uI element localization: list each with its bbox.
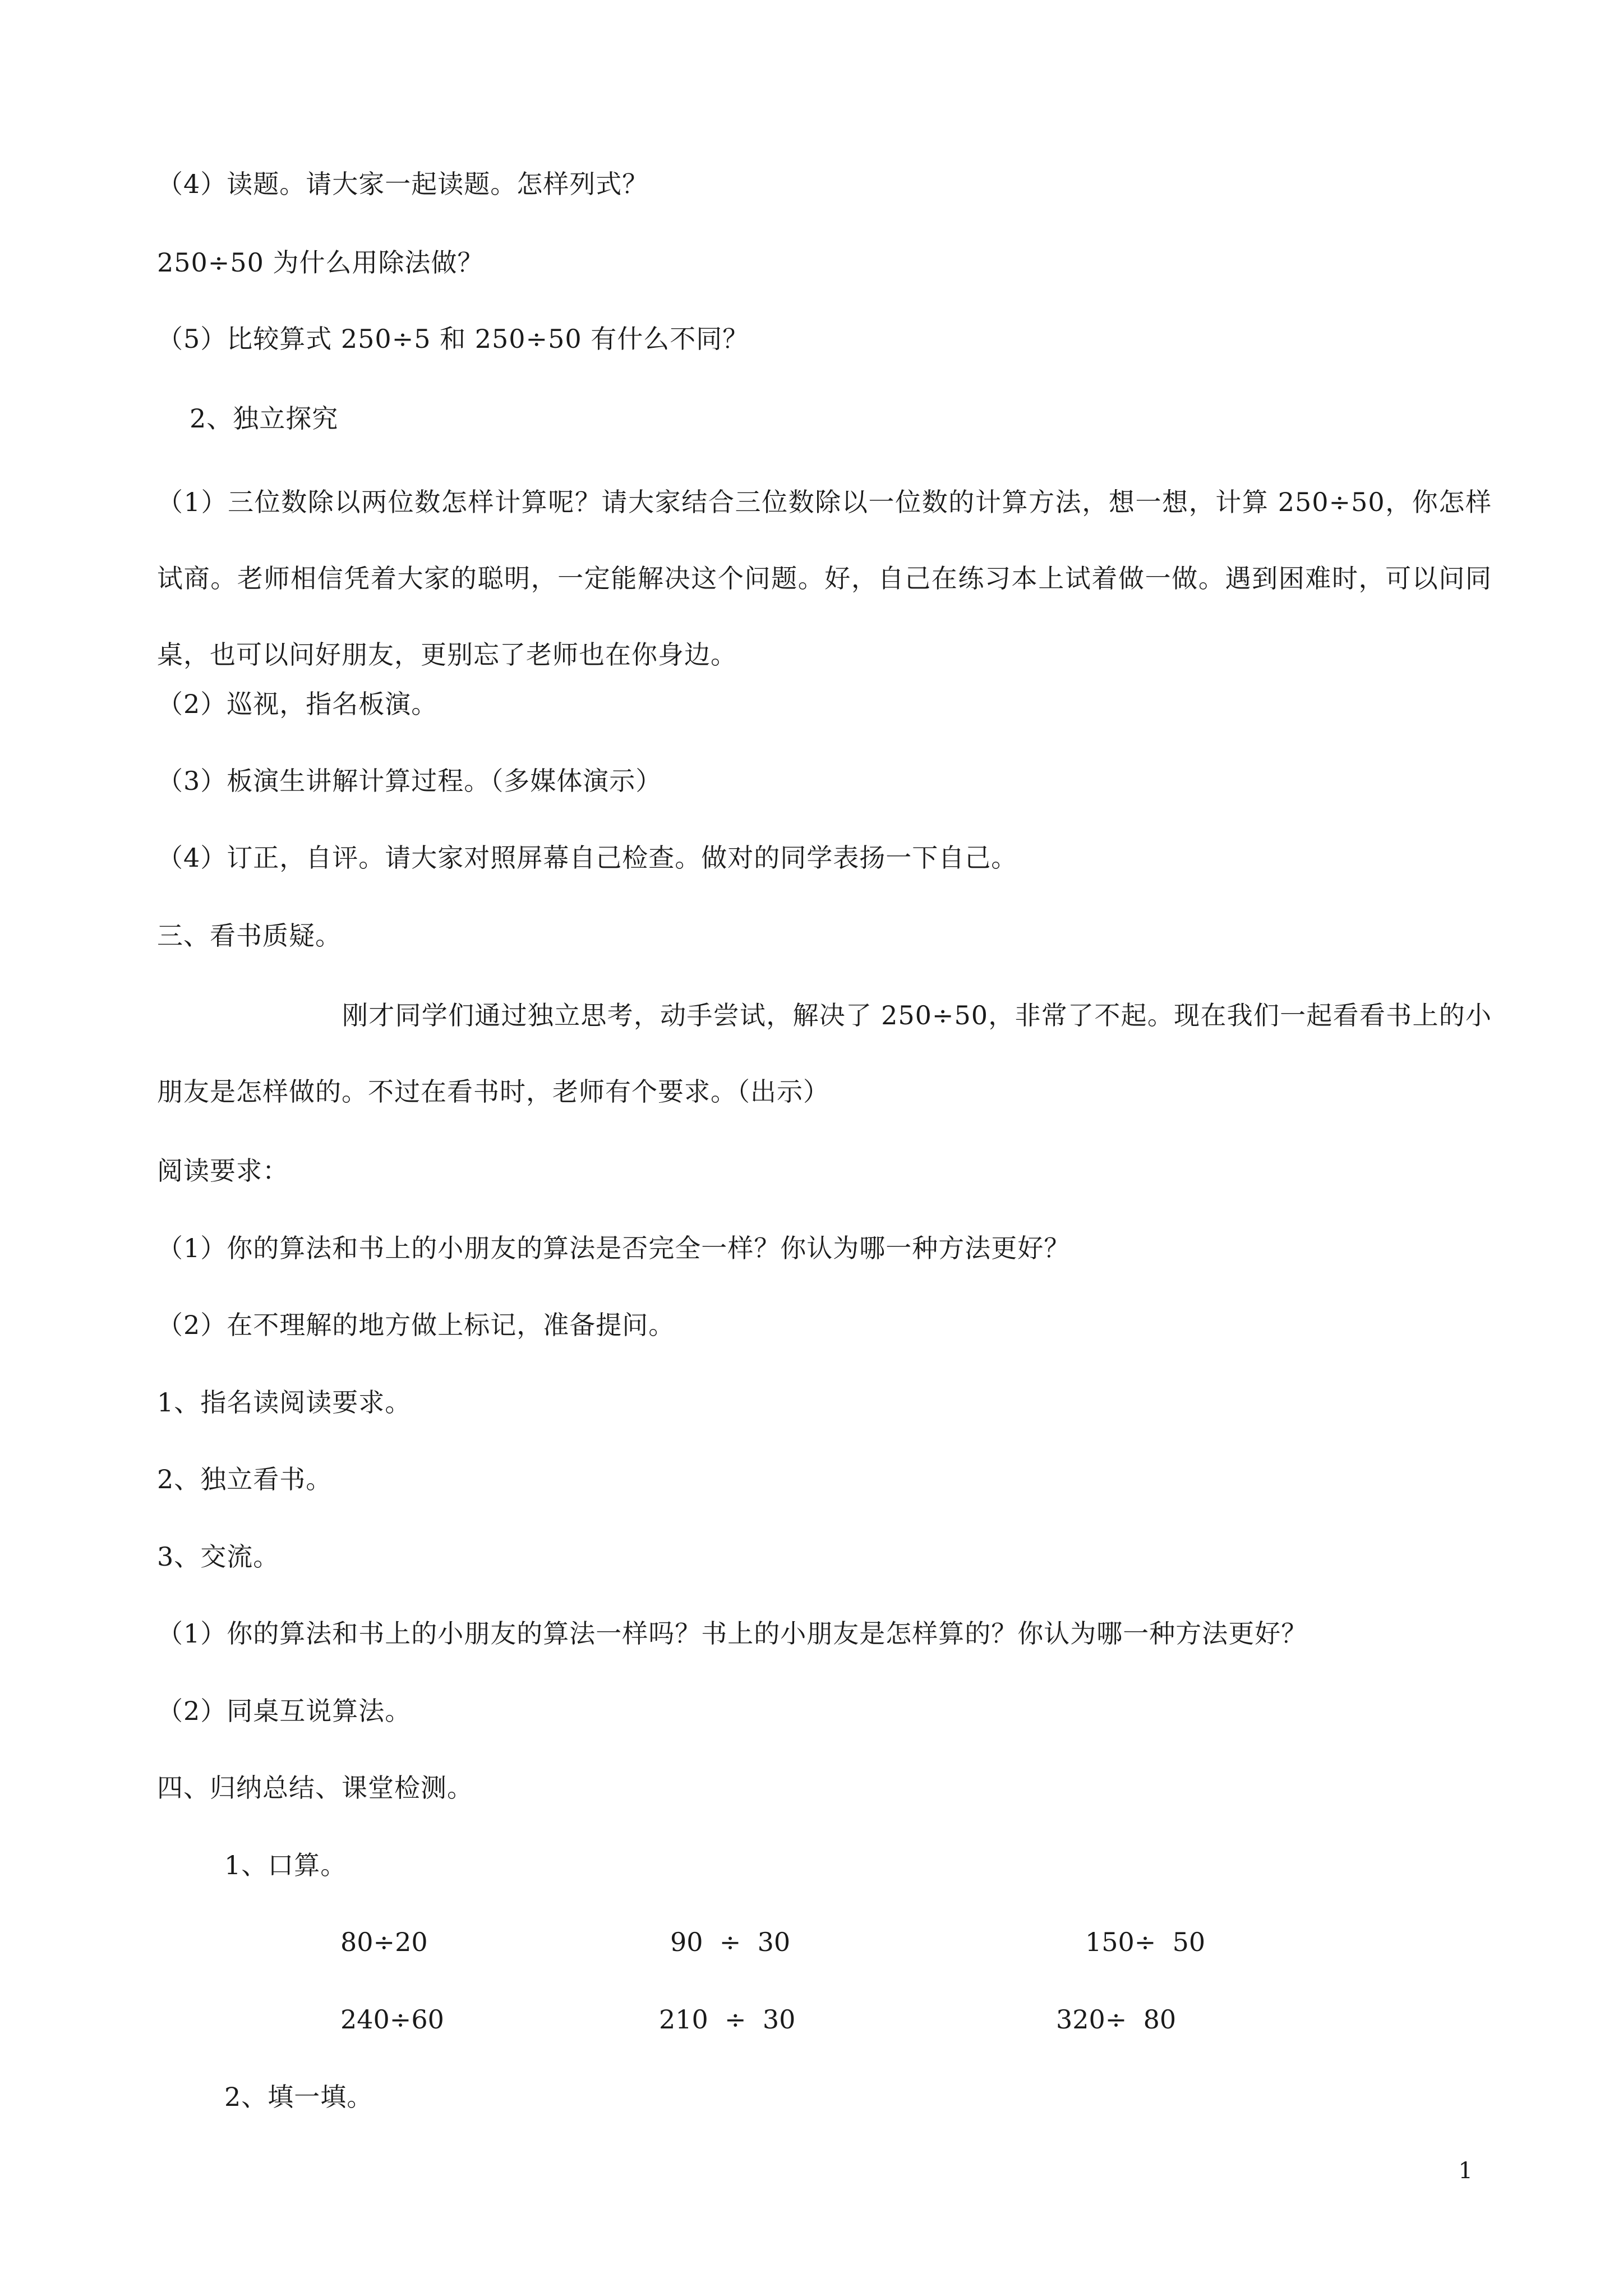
calc-item: 80÷20 xyxy=(340,1927,428,1957)
text-line: 2、独立探究 xyxy=(190,403,339,434)
text-line: （2）巡视，指名板演。 xyxy=(157,689,438,719)
text-line: 2、独立看书。 xyxy=(157,1464,333,1494)
paragraph: （1）三位数除以两位数怎样计算呢？请大家结合三位数除以一位数的计算方法，想一想，计算 250÷50，你怎样试商。老师相信凭着大家的聪明，一定能解决这个问题。好，自己在练习本上试着做一做。遇到困难时，可以问同桌，也可以问好朋友，更别忘了老师也在你身边。 xyxy=(157,487,1492,670)
calc-item: 150÷ 50 xyxy=(1085,1927,1206,1957)
calc-item: 210 ÷ 30 xyxy=(659,2004,796,2035)
text-line: （2）同桌互说算法。 xyxy=(157,1696,412,1726)
calc-item: 90 ÷ 30 xyxy=(670,1927,791,1957)
text-line: 3、交流。 xyxy=(157,1542,280,1572)
text-line: （5）比较算式 250÷5 和 250÷50 有什么不同？ xyxy=(157,324,749,354)
text-line: 250÷50 为什么用除法做？ xyxy=(157,247,484,278)
text-line: （4）订正，自评。请大家对照屏幕自己检查。做对的同学表扬一下自己。 xyxy=(157,843,1018,873)
text-line: （4）读题。请大家一起读题。怎样列式？ xyxy=(157,169,649,199)
calc-item: 320÷ 80 xyxy=(1056,2004,1177,2035)
text-line: （1）你的算法和书上的小朋友的算法是否完全一样？你认为哪一种方法更好？ xyxy=(157,1233,1071,1263)
text-line: 阅读要求： xyxy=(157,1156,289,1186)
section-heading: 四、归纳总结、课堂检测。 xyxy=(157,1773,473,1803)
text-line: 2、填一填。 xyxy=(224,2082,374,2112)
text-line: 1、口算。 xyxy=(224,1850,347,1880)
text-line: （3）板演生讲解计算过程。（多媒体演示） xyxy=(157,766,662,796)
section-heading: 三、看书质疑。 xyxy=(157,921,342,951)
text-line: （1）你的算法和书上的小朋友的算法一样吗？书上的小朋友是怎样算的？你认为哪一种方法更好？ xyxy=(157,1618,1308,1649)
paragraph: 刚才同学们通过独立思考，动手尝试，解决了 250÷50，非常了不起。现在我们一起看看书上的小朋友是怎样做的。不过在看书时，老师有个要求。（出示） xyxy=(157,1000,1492,1107)
text-line: （2）在不理解的地方做上标记，准备提问。 xyxy=(157,1310,675,1340)
page-number: 1 xyxy=(1458,2158,1473,2184)
text-line: 1、指名读阅读要求。 xyxy=(157,1387,412,1418)
calc-item: 240÷60 xyxy=(340,2004,444,2035)
